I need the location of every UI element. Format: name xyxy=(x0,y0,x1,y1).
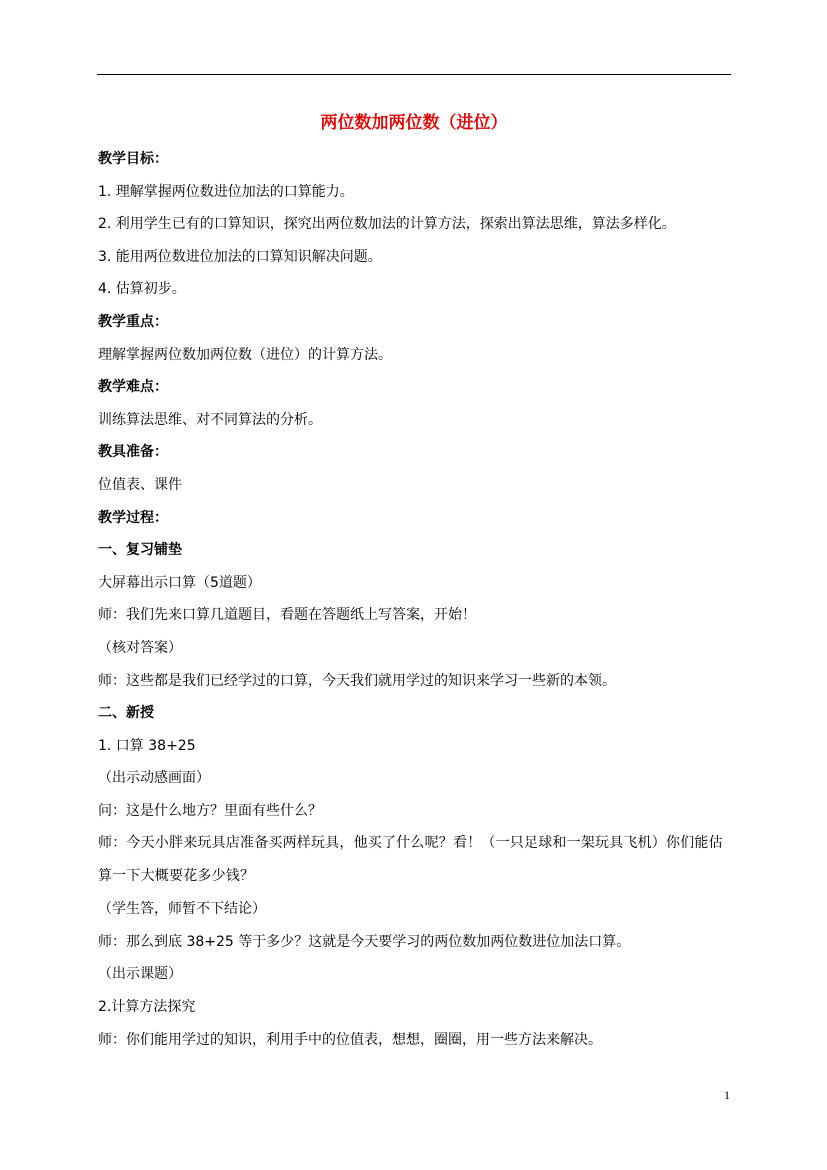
body-paragraph: （出示课题） xyxy=(98,966,182,983)
section-heading: 教学重点： xyxy=(98,313,168,330)
body-paragraph: 师：今天小胖来玩具店准备买两样玩具，他买了什么呢？看！（一只足球和一架玩具飞机）你们能估算一下大概要花多少钱？ xyxy=(98,835,723,885)
document-body xyxy=(98,148,732,1061)
body-paragraph: 3. 能用两位数进位加法的口算知识解决问题。 xyxy=(98,248,382,265)
body-paragraph: 师：你们能用学过的知识，利用手中的位值表，想想，圈圈，用一些方法来解决。 xyxy=(98,1031,602,1048)
section-heading: 教具准备： xyxy=(98,444,168,461)
section-heading: 教学目标： xyxy=(98,151,168,167)
body-paragraph: 训练算法思维、对不同算法的分析。 xyxy=(98,411,322,428)
body-paragraph: 师：这些都是我们已经学过的口算，今天我们就用学过的知识来学习一些新的本领。 xyxy=(98,672,616,689)
section-heading: 教学过程： xyxy=(98,509,168,526)
page-number: 1 xyxy=(724,1088,730,1102)
body-paragraph: 师：那么到底 38+25 等于多少？这就是今天要学习的两位数加两位数进位加法口算。 xyxy=(98,933,631,950)
body-paragraph: 问：这是什么地方？里面有些什么？ xyxy=(98,802,322,819)
body-paragraph: 4. 估算初步。 xyxy=(98,281,186,298)
body-paragraph: 1. 理解掌握两位数进位加法的口算能力。 xyxy=(98,183,354,200)
body-paragraph: 2.计算方法探究 xyxy=(98,999,196,1016)
section-heading: 二、新授 xyxy=(98,705,154,722)
body-paragraph: 位值表、课件 xyxy=(98,476,182,493)
document-title: 两位数加两位数（进位） xyxy=(320,113,508,133)
section-heading: 教学难点： xyxy=(98,379,168,396)
section-heading: 一、复习铺垫 xyxy=(98,542,182,559)
body-paragraph: 师：我们先来口算几道题目，看题在答题纸上写答案，开始！ xyxy=(98,607,476,624)
body-paragraph: 1. 口算 38+25 xyxy=(98,737,196,754)
header-rule xyxy=(97,74,731,75)
body-paragraph: 2. 利用学生已有的口算知识，探究出两位数加法的计算方法，探索出算法思维，算法多样化。 xyxy=(98,216,676,233)
body-paragraph: 理解掌握两位数加两位数（进位）的计算方法。 xyxy=(98,346,392,363)
body-paragraph: （出示动感画面） xyxy=(98,770,210,787)
body-paragraph: 大屏幕出示口算（5道题） xyxy=(98,574,261,591)
body-paragraph: （核对答案） xyxy=(98,639,182,656)
body-paragraph: （学生答，师暂不下结论） xyxy=(98,901,266,918)
